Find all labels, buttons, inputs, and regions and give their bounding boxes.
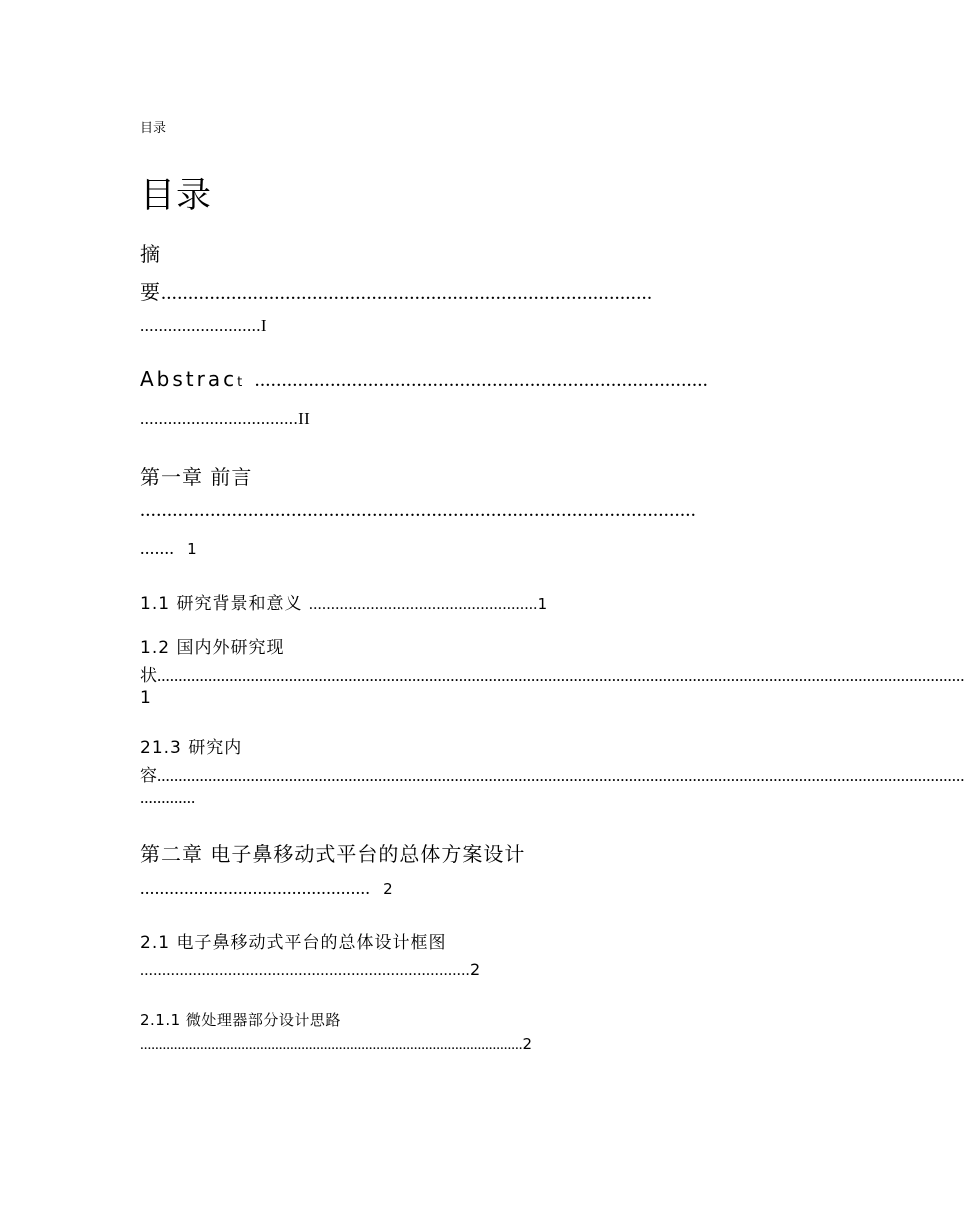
toc-section-1-2-line1: 1.2 国内外研究现	[140, 638, 285, 658]
toc-abstract-cn-leader: ...........................................................................................	[161, 282, 653, 304]
toc-section-1-3-line1: 21.3 研究内	[140, 738, 243, 758]
toc-section-1-1-page: 1	[537, 595, 549, 613]
toc-section-2-1-1-leader: ......................................................................................................	[140, 1037, 523, 1053]
toc-section-1-3-line2	[140, 761, 965, 786]
toc-abstract-cn-line3	[140, 316, 267, 336]
toc-section-2-1-1-page: 2	[522, 1035, 533, 1053]
toc-abstract-en-line2	[140, 409, 310, 429]
toc-section-1-3-leader-2: .............	[140, 788, 196, 807]
toc-abstract-cn-line2	[140, 276, 810, 305]
toc-abstract-cn-leader-2: ..........................	[140, 316, 261, 335]
toc-section-2-1-1-line2	[140, 1035, 532, 1054]
toc-abstract-cn-line1: 摘	[140, 242, 161, 266]
toc-section-1-1-leader: ....................................................	[308, 596, 538, 613]
toc-ch2-page: 2	[383, 880, 393, 898]
toc-section-2-1-leader: ...........................................................................	[140, 962, 470, 979]
page-title: 目录	[140, 176, 213, 216]
toc-section-2-1-line2	[140, 960, 480, 980]
toc-section-1-1	[140, 589, 548, 614]
toc-section-2-1-label: 2.1 电子鼻移动式平台的总体设计框图	[140, 933, 447, 953]
toc-section-1-1-label: 1.1 研究背景和意义	[140, 594, 303, 614]
toc-section-1-3-label: 容	[140, 766, 157, 786]
toc-section-1-2-line2	[140, 661, 965, 686]
toc-ch1-line3	[140, 538, 197, 559]
toc-section-1-2-leader: ..............................................................................................................................................................................................	[157, 666, 965, 685]
running-header: 目录	[140, 121, 167, 136]
toc-ch2-leader: ...............................................	[140, 878, 371, 898]
toc-section-1-3-leader: ..............................................................................................................................................................................................	[157, 766, 965, 785]
toc-ch1-page: 1	[187, 540, 197, 558]
toc-abstract-en-page: II	[298, 409, 311, 428]
toc-section-1-2-label: 状	[140, 666, 157, 686]
toc-ch1-leader-2: .......	[140, 538, 175, 558]
toc-abstract-en-line1	[140, 367, 810, 392]
toc-ch2-label: 第二章 电子鼻移动式平台的总体方案设计	[140, 842, 526, 866]
toc-abstract-cn-page: I	[260, 316, 267, 335]
toc-abstract-cn-label: 要	[140, 280, 161, 304]
toc-abstract-en-leader-2: ..................................	[140, 409, 299, 428]
toc-ch1-leader: .......................................................................................................	[140, 499, 697, 521]
toc-section-2-1-page: 2	[470, 960, 481, 979]
toc-section-1-2-page: 1	[140, 688, 152, 708]
toc-ch2-line2	[140, 878, 393, 899]
toc-section-2-1-1-label: 2.1.1 微处理器部分设计思路	[140, 1011, 341, 1029]
toc-abstract-en-label-tail: t	[237, 375, 246, 390]
toc-abstract-en-label: Abstrac	[140, 367, 238, 391]
toc-ch1-label: 第一章 前言	[140, 465, 253, 489]
toc-abstract-en-leader: ....................................................................................	[254, 369, 709, 391]
